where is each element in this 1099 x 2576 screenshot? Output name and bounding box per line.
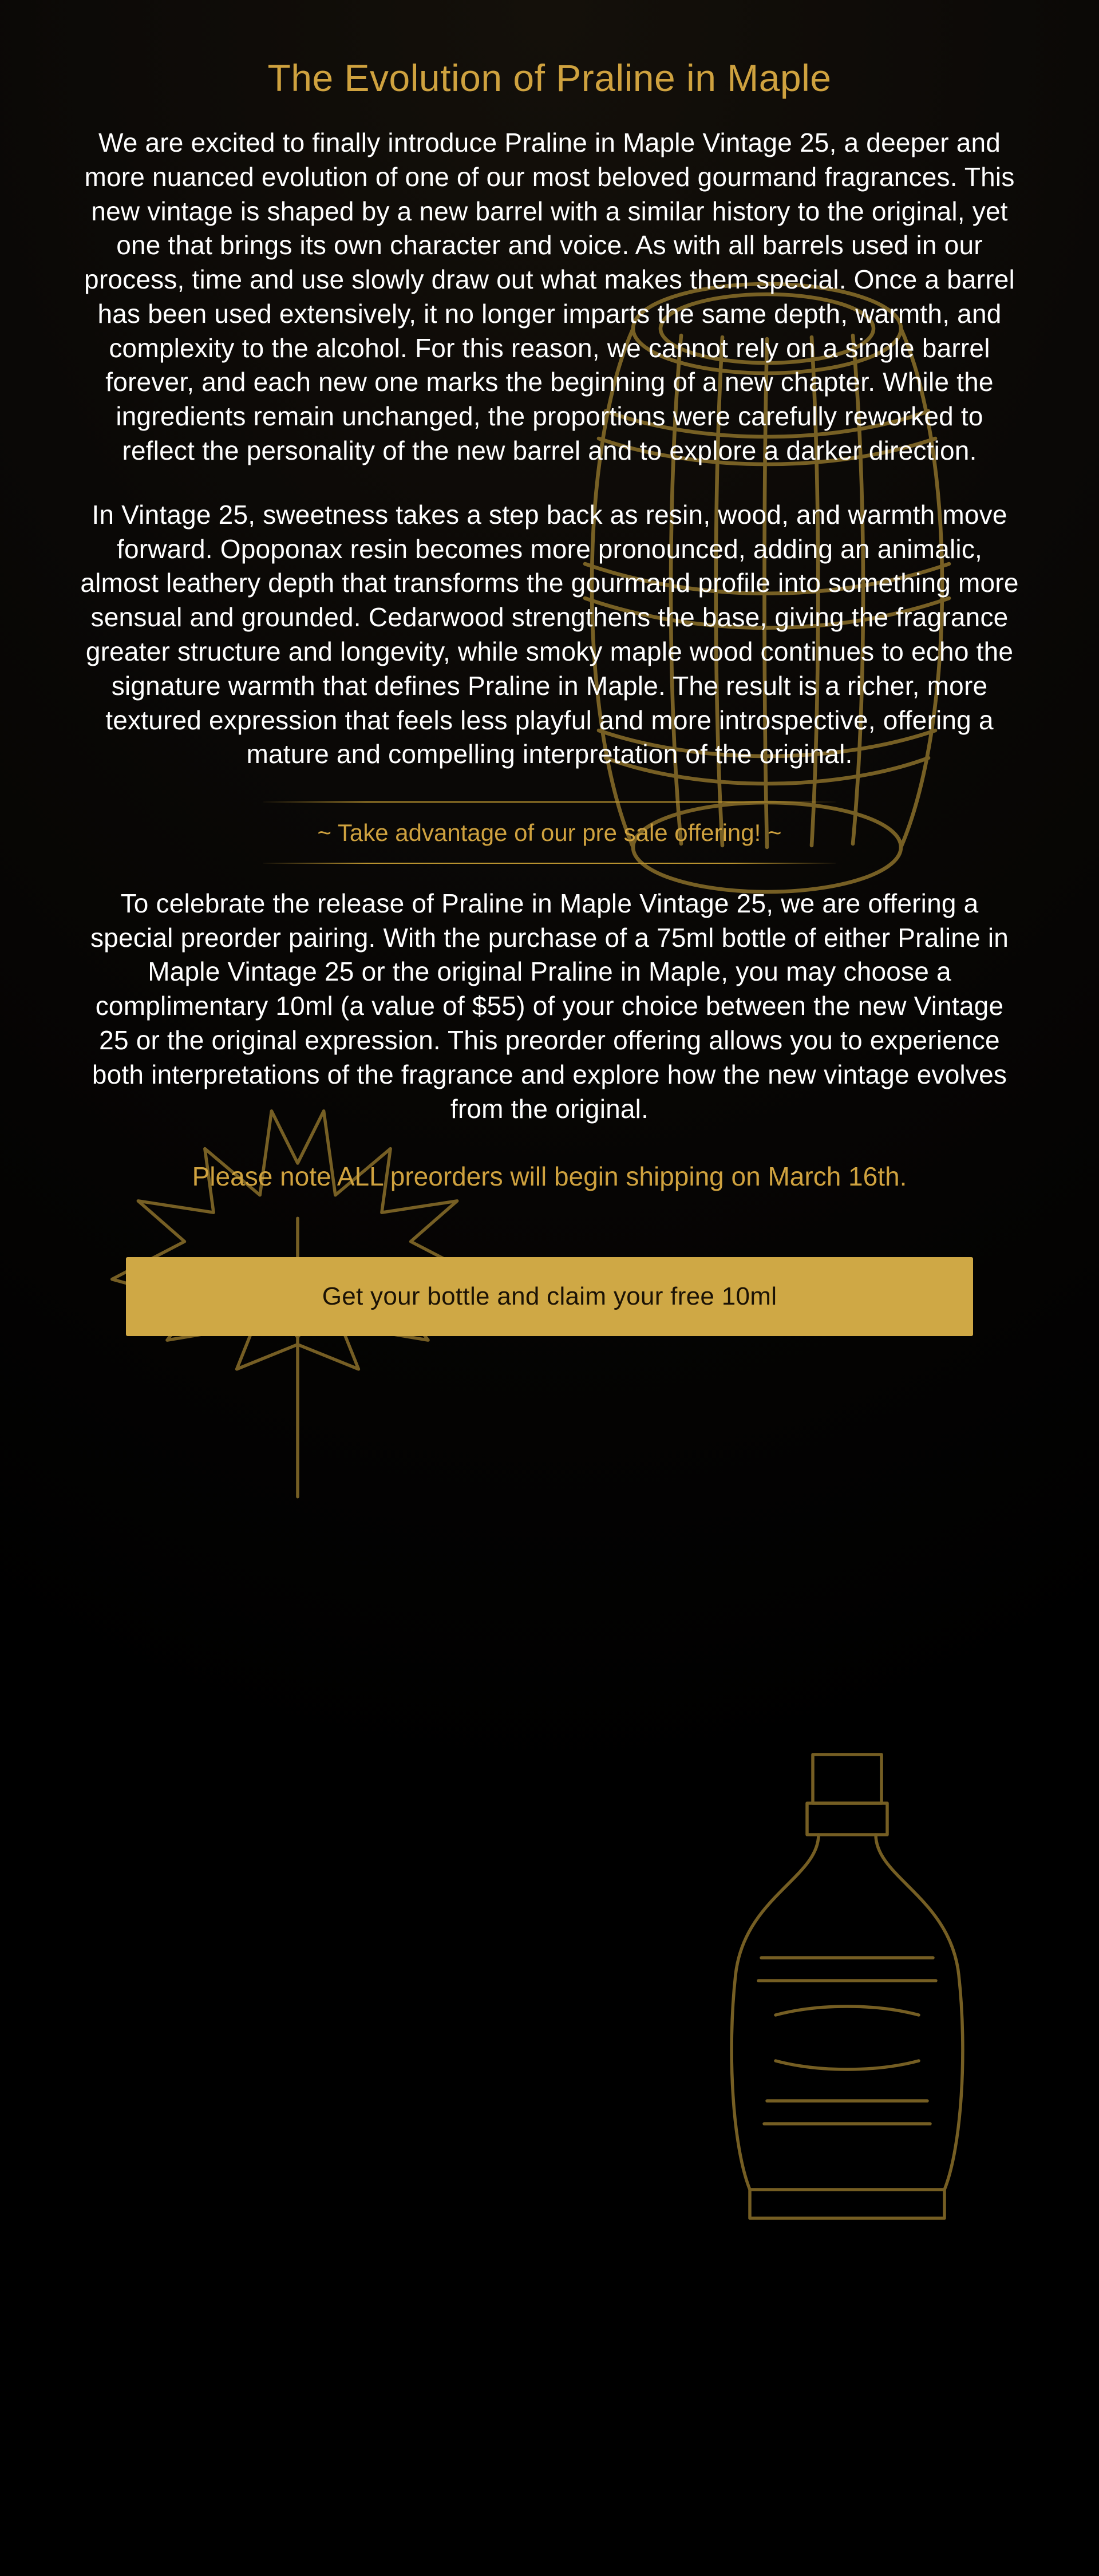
paragraph-offer: To celebrate the release of Praline in Maple Vintage 25, we are offering a special preorder pairing. With the purchase of a 75ml bottle of either Praline in Maple Vintage 25 or the original Praline in Maple, you may choose a complimentary 10ml (a value of $55) of your choice between the new Vintage 25 or the original expression. This preorder offering allows you to experience both interpretations of the fragrance and explore how the new vintage evolves from the original.	[90, 888, 1009, 1124]
cta-container	[69, 1257, 1030, 1336]
presale-banner	[263, 801, 836, 864]
paragraph-profile: In Vintage 25, sweetness takes a step back as resin, wood, and warmth move forward. Opoponax resin becomes more pronounced, adding an animalic, almost leathery depth that transforms the gourmand profile into something more sensual and grounded. Cedarwood strengthens the base, giving the fragrance greater structure and longevity, while smoky maple wood continues to echo the signature warmth that defines Praline in Maple. The result is a richer, more textured expression that feels less playful and more introspective, offering a mature and compelling interpretation of the original.	[80, 499, 1019, 769]
article-content	[34, 0, 1065, 1411]
divider-bottom	[263, 863, 836, 864]
bottom-spacer	[69, 1388, 1030, 1411]
bottle-illustration	[670, 1729, 1025, 2244]
page-title: The Evolution of Praline in Maple	[267, 57, 832, 99]
get-bottle-button[interactable]: Get your bottle and claim your free 10ml	[126, 1257, 973, 1336]
shipping-note: Please note ALL preorders will begin shipping on March 16th.	[192, 1161, 907, 1192]
paragraph-intro: We are excited to finally introduce Praline in Maple Vintage 25, a deeper and more nuanced evolution of one of our most beloved gourmand fragrances. This new vintage is shaped by a new barrel with a similar history to the original, yet one that brings its own character and voice. As with all barrels used in our process, time and use slowly draw out what makes them special. Once a barrel has been used extensively, it no longer imparts the same depth, warmth, and complexity to the alcohol. For this reason, we cannot rely on a single barrel forever, and each new one marks the beginning of a new chapter. While the ingredients remain unchanged, the proportions were carefully reworked to reflect the personality of the new barrel and to explore a darker direction.	[84, 127, 1015, 466]
presale-text: ~ Take advantage of our pre sale offering! ~	[317, 819, 782, 847]
